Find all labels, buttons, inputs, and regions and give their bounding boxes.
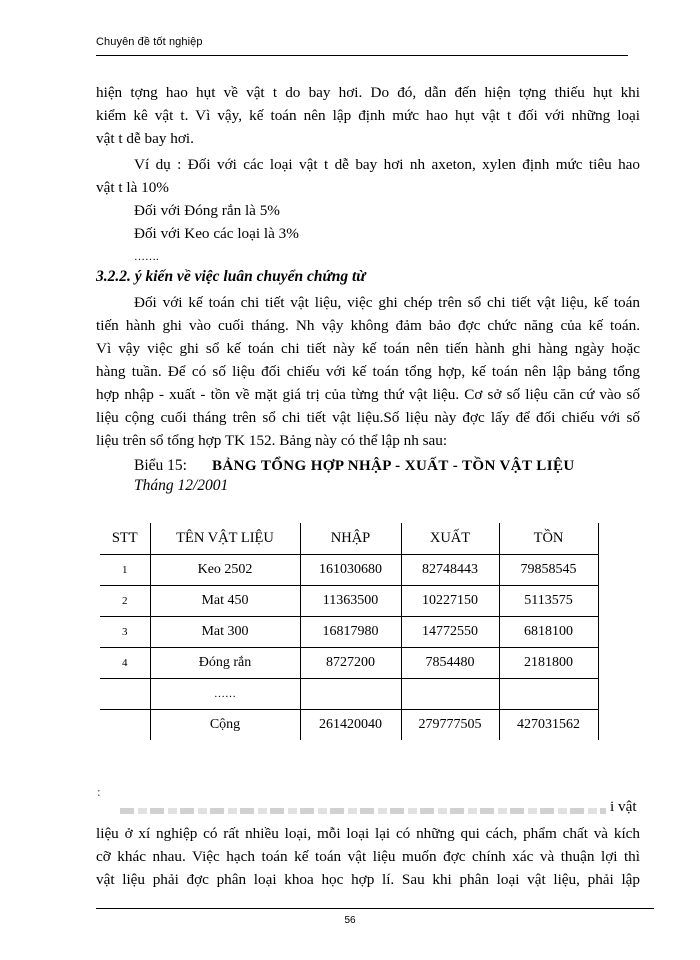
- section-line-6: liệu cộng cuối tháng trên sổ chi tiết vật liệu.Số liệu này đợc lấy để đối chiếu với số: [96, 409, 640, 426]
- cell-nhap: [300, 679, 401, 710]
- example-line-1: Ví dụ : Đối với các loại vật t dễ bay hơi nh axeton, xylen định mức tiêu hao: [134, 156, 640, 173]
- table-row: [100, 586, 598, 617]
- cell-name: Mat 300: [150, 617, 300, 648]
- header-name: TÊN VẬT LIỆU: [150, 523, 300, 555]
- section-line-7: liệu trên sổ tổng hợp TK 152. Bảng này có thể lập nh sau:: [96, 432, 448, 449]
- example-line-3: Đối với Đóng rắn là 5%: [134, 202, 280, 219]
- intro-line-3: vật t dễ bay hơi.: [96, 130, 194, 147]
- cell-ton: 6818100: [499, 617, 598, 648]
- table-header-row: [100, 523, 598, 555]
- intro-line-2: kiểm kê vật t. Vì vậy, kế toán nên lập định mức hao hụt vật t đối với những loại: [96, 107, 640, 124]
- table-row: [100, 617, 598, 648]
- table-total-row: [100, 710, 598, 741]
- cell-stt: 4: [100, 648, 150, 679]
- example-line-4: Đối với Keo các loại là 3%: [134, 225, 299, 242]
- cell-nhap: 161030680: [300, 555, 401, 586]
- page-number: 56: [344, 915, 356, 926]
- cell-ton: 79858545: [499, 555, 598, 586]
- cell-name: Cộng: [150, 710, 300, 741]
- cell-xuat: 279777505: [401, 710, 499, 741]
- bieu-date: Tháng 12/2001: [134, 477, 229, 494]
- obscured-line-tail: i vật: [610, 798, 637, 815]
- section-line-2: tiến hành ghi vào cuối tháng. Nh vậy không đảm bảo đợc chức năng của kế toán.: [96, 317, 640, 334]
- cell-name: Đóng rắn: [150, 648, 300, 679]
- header-ton: TỒN: [499, 523, 598, 555]
- bieu-label: Biểu 15:: [134, 457, 187, 474]
- section-line-5: hợp nhập - xuất - tồn về mặt giá trị của từng thứ vật liệu. Cơ sở số liệu căn cứ vào số: [96, 386, 640, 403]
- section-line-1: Đối với kế toán chi tiết vật liệu, việc ghi chép trên sổ chi tiết vật liệu, kế toán: [134, 294, 640, 311]
- cell-name: Keo 2502: [150, 555, 300, 586]
- table-row: [100, 648, 598, 679]
- section-line-3: Vì vậy việc ghi sổ kế toán chi tiết này kế toán nên tiến hành ghi hàng ngày hoặc: [96, 340, 640, 357]
- cell-ton: 2181800: [499, 648, 598, 679]
- example-line-2: vật t là 10%: [96, 179, 169, 196]
- cell-xuat: [401, 679, 499, 710]
- closing-line-1: liệu ở xí nghiệp có rất nhiều loại, mỗi loại lại có những qui cách, phẩm chất và kích: [96, 825, 640, 842]
- cell-stt: 1: [100, 555, 150, 586]
- cell-ton: 5113575: [499, 586, 598, 617]
- intro-line-1: hiện tợng hao hụt về vật t do bay hơi. Do đó, dẫn đến hiện tợng thiếu hụt khi: [96, 84, 640, 101]
- cell-nhap: 261420040: [300, 710, 401, 741]
- cell-nhap: 11363500: [300, 586, 401, 617]
- cell-name: ……: [150, 679, 300, 710]
- closing-line-3: vật liệu phải đợc phân loại khoa học hợp lí. Sau khi phân loại vật liệu, phải lập: [96, 871, 640, 888]
- cell-stt: 2: [100, 586, 150, 617]
- cell-xuat: 14772550: [401, 617, 499, 648]
- section-heading: 3.2.2. ý kiến về việc luân chuyển chứng từ: [96, 268, 366, 285]
- cell-nhap: 16817980: [300, 617, 401, 648]
- header-rule: [96, 55, 628, 56]
- obscured-text-line: [120, 808, 606, 814]
- table-row: [100, 555, 598, 586]
- summary-table: [100, 523, 599, 740]
- bieu-title: BẢNG TỔNG HỢP NHẬP - XUẤT - TỒN VẬT LIỆU: [212, 458, 575, 474]
- table-row: [100, 679, 598, 710]
- stray-mark: :: [97, 784, 101, 799]
- closing-line-2: cỡ khác nhau. Việc hạch toán kế toán vật liệu muốn đợc chính xác và thuận lợi thì: [96, 848, 640, 865]
- header-title: Chuyên đề tốt nghiệp: [96, 36, 203, 48]
- cell-name: Mat 450: [150, 586, 300, 617]
- cell-xuat: 10227150: [401, 586, 499, 617]
- cell-stt: 3: [100, 617, 150, 648]
- cell-stt: [100, 710, 150, 741]
- section-line-4: hàng tuần. Để có số liệu đối chiếu với kế toán tổng hợp, kế toán nên lập bảng tổng: [96, 363, 640, 380]
- header-stt: STT: [100, 523, 150, 555]
- cell-stt: [100, 679, 150, 710]
- footer-rule: [96, 908, 654, 909]
- cell-nhap: 8727200: [300, 648, 401, 679]
- cell-xuat: 7854480: [401, 648, 499, 679]
- example-ellipsis: …….: [134, 251, 159, 263]
- cell-ton: [499, 679, 598, 710]
- header-xuat: XUẤT: [401, 523, 499, 555]
- cell-xuat: 82748443: [401, 555, 499, 586]
- header-nhap: NHẬP: [300, 523, 401, 555]
- cell-ton: 427031562: [499, 710, 598, 741]
